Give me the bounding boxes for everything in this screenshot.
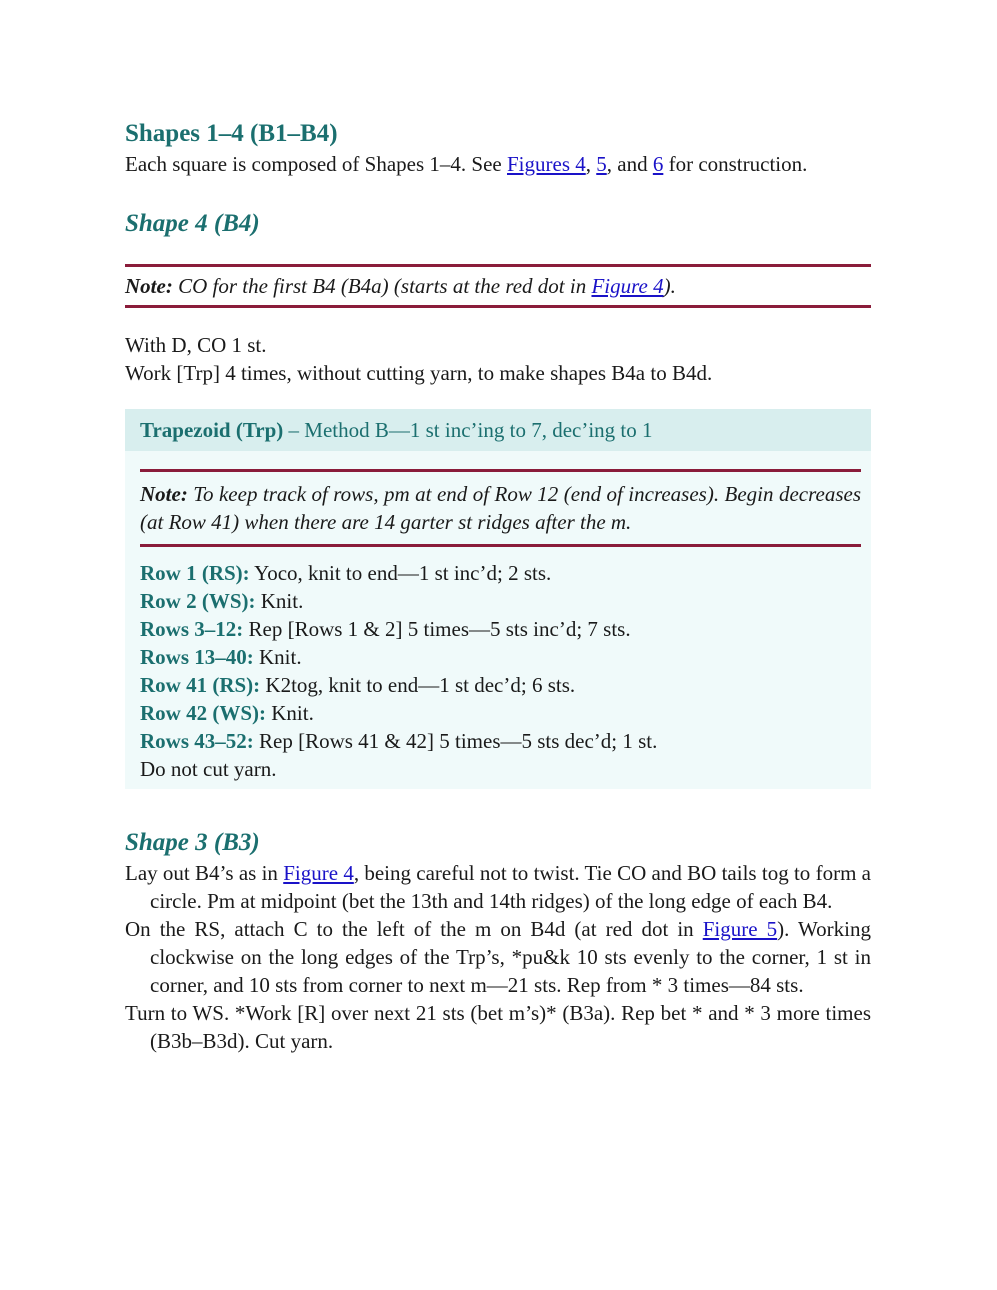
row-text: Knit. (266, 701, 314, 725)
trapezoid-rows (140, 547, 861, 789)
row-instruction (140, 615, 861, 643)
shape-3-paragraph-3: Turn to WS. *Work [R] over next 21 sts (bet m’s)* (B3a). Rep bet * and * 3 more times (B3b–B3d). Cut yarn. (125, 1001, 871, 1053)
note-figure-4-link[interactable]: Figure 4 (591, 274, 664, 298)
shape-3-title: Shape 3 (B3) (125, 829, 260, 856)
row-text: Knit. (255, 589, 304, 613)
trapezoid-heading-rest: – Method B—1 st inc’ing to 7, dec’ing to 1 (283, 418, 653, 442)
row-text: Yoco, knit to end—1 st inc’d; 2 sts. (249, 561, 552, 585)
p1-text-end: , being careful not to twist. Tie CO and BO tails tog to form a circle. Pm at midpoint (bet the 13th and 14th ridges) of the long edge of each B4. (150, 861, 871, 913)
trapezoid-heading (125, 409, 871, 451)
row-label: Row 2 (WS): (140, 589, 256, 613)
section-title-shapes-1-4: Shapes 1–4 (B1–B4) (125, 120, 338, 147)
trapezoid-note-label: Note: (140, 482, 188, 506)
p1-text: Lay out B4’s as in (125, 861, 284, 885)
trapezoid-final-line: Do not cut yarn. (140, 757, 277, 781)
shape-4-note (125, 264, 871, 308)
row-label: Rows 3–12: (140, 617, 244, 641)
note-label: Note: (125, 274, 173, 298)
shape-4-line-1: With D, CO 1 st. (125, 333, 267, 357)
trapezoid-note (140, 469, 861, 547)
intro-sep-1: , (585, 152, 597, 176)
row-text: Rep [Rows 1 & 2] 5 times—5 sts inc’d; 7 sts. (243, 617, 631, 641)
note-text: CO for the first B4 (B4a) (starts at the red dot in (172, 274, 592, 298)
trapezoid-box (125, 409, 871, 789)
figure-6-link[interactable]: 6 (652, 152, 664, 176)
row-instruction (140, 727, 861, 755)
row-instruction (140, 643, 861, 671)
intro-sep-2: , and (606, 152, 653, 176)
shape-4-line-2: Work [Trp] 4 times, without cutting yarn, to make shapes B4a to B4d. (125, 361, 713, 385)
row-instruction (140, 671, 861, 699)
row-instruction (140, 559, 861, 587)
trapezoid-heading-bold: Trapezoid (Trp) (140, 418, 284, 442)
section-intro-paragraph (125, 150, 871, 178)
trapezoid-note-text: To keep track of rows, pm at end of Row 12 (end of increases). Begin decreases (at Row 41) when there are 14 garter st ridges after the m. (140, 482, 861, 534)
row-text: K2tog, knit to end—1 st dec’d; 6 sts. (260, 673, 576, 697)
row-instruction (140, 587, 861, 615)
row-text: Rep [Rows 41 & 42] 5 times—5 sts dec’d; 1 st. (253, 729, 658, 753)
shape-3-paragraph-1 (125, 859, 871, 915)
p2-figure-5-link[interactable]: Figure 5 (702, 917, 778, 941)
row-label: Rows 43–52: (140, 729, 254, 753)
shape-4-title: Shape 4 (B4) (125, 210, 260, 237)
figures-4-link[interactable]: Figures 4 (507, 152, 586, 176)
document-page (125, 118, 871, 1055)
row-label: Rows 13–40: (140, 645, 254, 669)
trapezoid-body (125, 451, 871, 789)
row-label: Row 1 (RS): (140, 561, 250, 585)
row-text: Knit. (253, 645, 302, 669)
row-instruction (140, 699, 861, 727)
note-end: ). (663, 274, 676, 298)
row-label: Row 41 (RS): (140, 673, 261, 697)
intro-text-end: for construction. (663, 152, 808, 176)
shape-3-paragraph-2 (125, 915, 871, 999)
p2-text-end: ). Working clockwise on the long edges of the Trp’s, *pu&k 10 sts evenly to the corner, 1 st in corner, and 10 sts from corner to next m—21 sts. Rep from * 3 times—84 sts. (150, 917, 871, 997)
p1-figure-4-link[interactable]: Figure 4 (283, 861, 354, 885)
intro-text: Each square is composed of Shapes 1–4. See (125, 152, 507, 176)
p2-text: On the RS, attach C to the left of the m on B4d (at red dot in (125, 917, 703, 941)
figure-5-link[interactable]: 5 (596, 152, 607, 176)
row-label: Row 42 (WS): (140, 701, 266, 725)
